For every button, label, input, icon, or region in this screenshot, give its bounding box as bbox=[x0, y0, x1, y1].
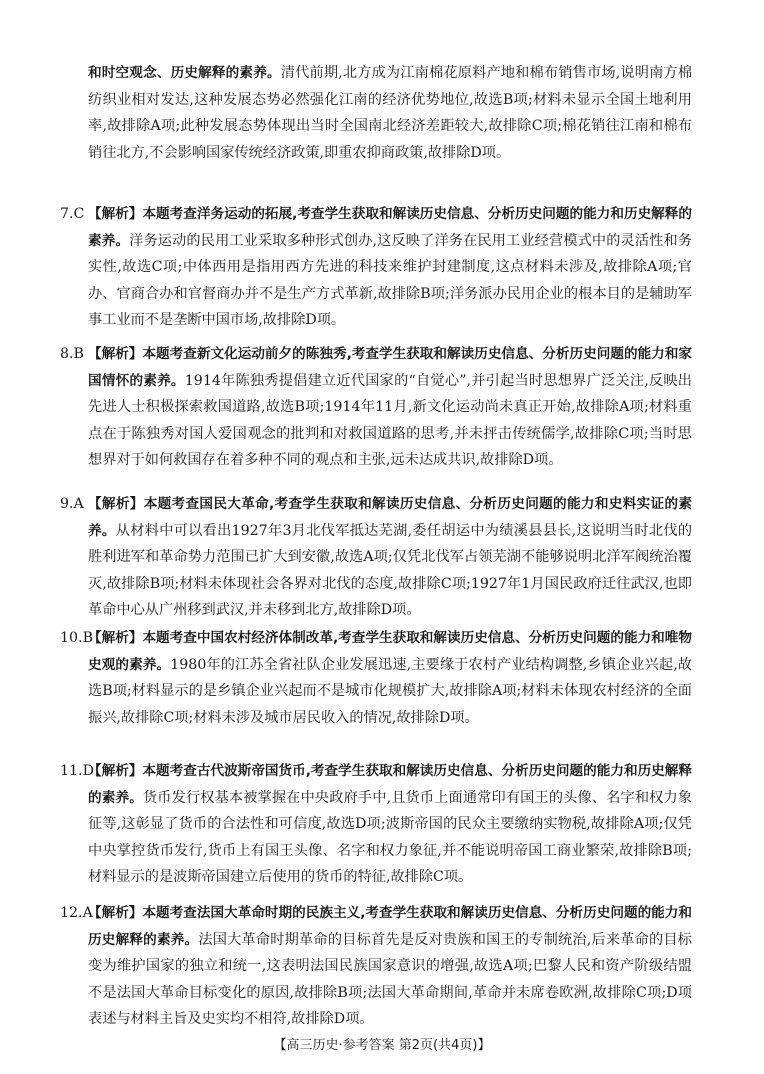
answer-item-11 bbox=[60, 758, 692, 891]
item-analysis-bold: 【解析】本题考查古代波斯帝国货币,考查学生获取和解读历史信息、分析历史问题的能力和历史解释的素养。 bbox=[88, 763, 692, 806]
item-analysis-text: 货币发行权基本被掌握在中央政府手中,且货币上面通常印有国王的头像、名字和权力象征等,这彰显了货币的合法性和可信度,故选D项;波斯帝国的民众主要缴纳实物税,故排除A项;仅凭中央掌控货币发行,货币上有国王头像、名字和权力象征,并不能说明帝国工商业繁荣,故排除B项;材料显示的是波斯帝国建立后使用的货币的特征,故排除C项。 bbox=[88, 789, 693, 886]
answer-item-9 bbox=[60, 491, 692, 624]
item-analysis-bold: 【解析】本题考查法国大革命时期的民族主义,考查学生获取和解读历史信息、分析历史问题的能力和历史解释的素养。 bbox=[88, 905, 692, 948]
item-number: 11.D bbox=[60, 763, 94, 779]
item-analysis-text: 洋务运动的民用工业采取多种形式创办,这反映了洋务在民用工业经营模式中的灵活性和务实性,故选C项;中体西用是指用西方先进的科技来维护封建制度,这点材料未涉及,故排除A项;官办、官商合办和官督商办并不是生产方式革新,故排除B项;洋务派办民用企业的根本目的是辅助军事工业而不是垄断中国市场,故排除D项。 bbox=[88, 232, 693, 329]
item-analysis-text: 1914年陈独秀提倡建立近代国家的“自觉心”,并引起当时思想界广泛关注,反映出先进人士积极探索救国道路,故选B项;1914年11月,新文化运动尚未真正开始,故排除A项;材料重点在于陈独秀对国人爱国观念的批判和对救国道路的思考,并未抨击传统儒学,故排除C项;当时思想界对于如何救国存在着多种不同的观点和主张,远未达成共识,故排除D项。 bbox=[88, 372, 692, 469]
intro-text: 清代前期,北方成为江南棉花原料产地和棉布销售市场,说明南方棉纺织业相对发达,这种发展态势必然强化江南的经济优势地位,故选B项;材料未显示全国土地利用率,故排除A项;此种发展态势体现出当时全国南北经济差距较大,故排除C项;棉花销往江南和棉布销往北方,不会影响国家传统经济政策,即重农抑商政策,故排除D项。 bbox=[88, 65, 693, 161]
item-analysis-text: 从材料中可以看出1927年3月北伐军抵达芜湖,委任胡运中为绩溪县县长,这说明当时北伐的胜利进军和革命势力范围已扩大到安徽,故选A项;仅凭北伐军占领芜湖不能够说明北洋军阀统治覆灭,故排除B项;材料未体现社会各界对北伐的态度,故排除C项;1927年1月国民政府迁往武汉,也即革命中心从广州移到武汉,并未移到北方,故排除D项。 bbox=[88, 522, 693, 619]
item-analysis-bold: 【解析】本题考查中国农村经济体制改革,考查学生获取和解读历史信息、分析历史问题的能力和唯物史观的素养。 bbox=[88, 630, 692, 673]
item-number: 10.B bbox=[60, 630, 93, 646]
item-analysis-bold: 【解析】本题考查新文化运动前夕的陈独秀,考查学生获取和解读历史信息、分析历史问题的能力和家国情怀的素养。 bbox=[88, 346, 692, 389]
intro-bold: 和时空观念、历史解释的素养。 bbox=[88, 65, 281, 81]
item-analysis-text: 法国大革命时期革命的目标首先是反对贵族和国王的专制统治,后来革命的目标变为维护国家的独立和统一,这表明法国民族国家意识的增强,故选A项;巴黎人民和资产阶级结盟不是法国大革命目标变化的原因,故排除B项;法国大革命期间,革命并未席卷欧洲,故排除C项;D项表述与材料主旨及史实均不相符,故排除D项。 bbox=[88, 931, 692, 1028]
page-footer: 【高三历史·参考答案 第2页(共4页)】 bbox=[273, 1038, 491, 1053]
answer-item-7 bbox=[60, 201, 692, 334]
answer-item-10 bbox=[60, 625, 692, 731]
item-number: 9.A bbox=[60, 496, 84, 512]
answer-item-12 bbox=[60, 900, 692, 1033]
answer-item-8 bbox=[60, 341, 692, 474]
item-number: 12.A bbox=[60, 905, 93, 921]
item-analysis-bold: 【解析】本题考查洋务运动的拓展,考查学生获取和解读历史信息、分析历史问题的能力和历史解释的素养。 bbox=[88, 206, 692, 249]
item-analysis-bold: 【解析】本题考查国民大革命,考查学生获取和解读历史信息、分析历史问题的能力和史料实证的素养。 bbox=[88, 496, 692, 539]
item-number: 7.C bbox=[60, 206, 85, 222]
intro-paragraph bbox=[88, 60, 692, 166]
item-analysis-text: 1980年的江苏全省社队企业发展迅速,主要缘于农村产业结构调整,乡镇企业兴起,故选B项;材料显示的是乡镇企业兴起而不是城市化规模扩大,故排除A项;材料未体现农村经济的全面振兴,故排除C项;材料未涉及城市居民收入的情况,故排除D项。 bbox=[88, 656, 693, 726]
item-number: 8.B bbox=[60, 346, 84, 362]
